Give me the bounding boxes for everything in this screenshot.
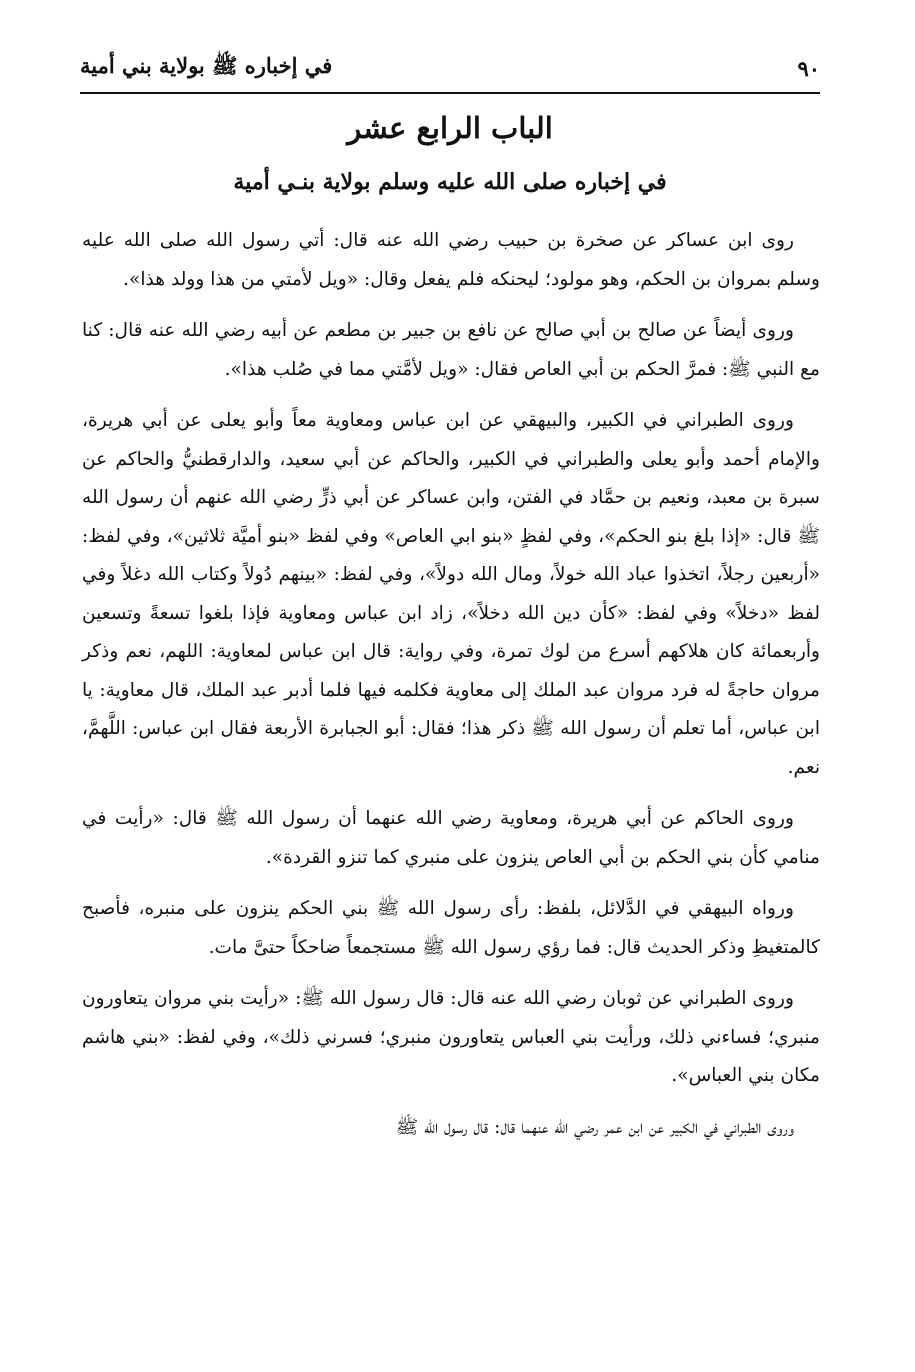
header-rule — [80, 92, 820, 94]
paragraph: وروى الطبراني في الكبير عن ابن عمر رضي الله عنهما قال: قال رسول الله ﷺ — [395, 1116, 794, 1138]
chapter-subtitle: في إخباره صلى الله عليه وسلم بولاية بنـي أمية — [233, 169, 667, 195]
page-number: ٩٠ — [797, 55, 820, 81]
running-title: في إخباره ﷺ بولاية بني أمية — [80, 52, 333, 78]
paragraph: ورواه البيهقي في الدَّلائل، بلفظ: رأى رسول الله ﷺ بني الحكم ينزون على منبره، فأصبح كالمتغيظِ وذكر الحديث قال: فما رؤي رسول الله ﷺ مستجمعاً ضاحكاً حتىَّ مات. — [82, 898, 820, 958]
paragraph: وروى أيضاً عن صالح بن أبي صالح عن نافع بن جبير بن مطعم عن أبيه رضي الله عنه قال: كنا مع النبي ﷺ: فمرَّ الحكم بن أبي العاص فقال: «ويل لأمَّتي مما في صُلب هذا». — [82, 320, 820, 380]
paragraph: وروى الطبراني في الكبير، والبيهقي عن ابن عباس ومعاوية معاً وأبو يعلى عن أبي هريرة، والإمام أحمد وأبو يعلى والطبراني في الكبير، والحاكم عن أبي سعيد، والدارقطنيُّ والحاكم عن سبرة بن معبد، ونعيم بن حمَّاد في الفتن، وابن عساكر عن أبي ذرٍّ رضي الله عنهم أن رسول الله ﷺ قال: «إذا بلغ بنو الحكم»، وفي لفظٍ «بنو ابي العاص» وفي لفظ «بنو أميَّة ثلاثين»، وفي لفظ: «أربعين رجلاً، اتخذوا عباد الله خولاً، ومال الله دولاً»، وفي لفظ: «بينهم دُولاً وكتاب الله دغلاً وفي لفظ «دخلاً» وفي لفظ: «كأن دين الله دخلاً»، زاد ابن عباس ومعاوية فإذا بلغوا تسعةً وتسعين وأربعمائة كان هلاكهم أسرع من لوك تمرة، وفي رواية: قال ابن عباس لمعاوية: اللهم، نعم وذكر مروان حاجةً له فرد مروان عبد الملك إلى معاوية فكلمه فيها فلما أدبر عبد الملك، قال معاوية: يا ابن عباس، أما تعلم أن رسول الله ﷺ ذكر هذا؛ فقال: أبو الجبابرة الأربعة فقال ابن عباس: اللَّهمَّ، نعم. — [82, 410, 820, 778]
page-body — [82, 222, 820, 1160]
paragraph: روى ابن عساكر عن صخرة بن حبيب رضي الله عنه قال: أتي رسول الله صلى الله عليه وسلم بمروان بن الحكم، وهو مولود؛ ليحنكه فلم يفعل وقال: «ويل لأمتي من هذا وولد هذا». — [82, 230, 820, 290]
chapter-title: الباب الرابع عشر — [347, 111, 553, 145]
paragraph: وروى الطبراني عن ثوبان رضي الله عنه قال: قال رسول الله ﷺ: «رأيت بني مروان يتعاورون منبري؛ فساءني ذلك، ورأيت بني العباس يتعاورون منبري؛ فسرني ذلك»، وفي لفظ: «بني هاشم مكان بني العباس». — [82, 988, 820, 1086]
running-header — [80, 48, 820, 88]
paragraph: وروى الحاكم عن أبي هريرة، ومعاوية رضي الله عنهما أن رسول الله ﷺ قال: «رأيت في منامي كأن بني الحكم بن أبي العاص ينزون على منبري كما تنزو القردة». — [82, 808, 820, 868]
